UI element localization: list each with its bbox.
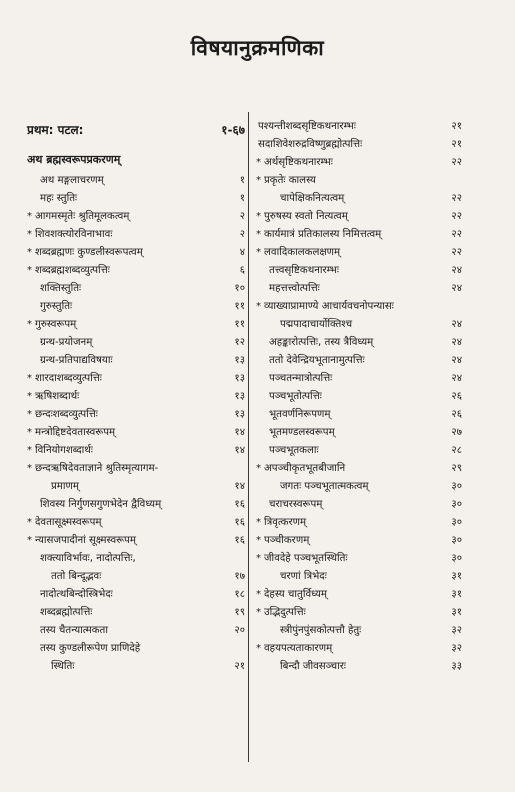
entry-title: ग्रन्थ-प्रतिपाद्यविषयाः <box>40 355 113 366</box>
entry-title: स्थितिः <box>51 661 75 672</box>
page-number: २२ <box>451 211 462 222</box>
entry-title: अथ मङ्गलाचरणम् <box>40 175 104 186</box>
page-number: ६ <box>239 265 245 276</box>
page-number: १-६७ <box>221 123 245 137</box>
toc-entry <box>27 406 245 424</box>
toc-entry <box>27 298 245 316</box>
toc-entry <box>27 352 245 370</box>
toc-entry <box>27 244 245 262</box>
page-number: ११ <box>234 319 245 330</box>
page-number: २८ <box>451 445 462 456</box>
page-number: २२ <box>451 157 462 168</box>
toc-entry <box>27 424 245 442</box>
toc-entry <box>27 604 245 622</box>
page-number: १३ <box>234 391 245 402</box>
toc-entry <box>256 226 462 244</box>
toc-entry <box>27 388 245 406</box>
toc-entry <box>256 190 462 208</box>
toc-entry <box>27 280 245 298</box>
entry-title: लवादिकालकलक्षणम् <box>264 247 341 258</box>
page-number: १७ <box>234 571 245 582</box>
toc-entry <box>27 496 245 514</box>
chapter-heading <box>27 118 245 142</box>
toc-entry <box>27 586 245 604</box>
entry-title: शारदाशब्दव्युत्पत्तिः <box>35 373 102 384</box>
toc-entry <box>27 568 245 586</box>
toc-left-column <box>27 118 245 676</box>
page-number: ११ <box>234 301 245 312</box>
entry-title: वहयपत्यताकारणम् <box>264 643 333 654</box>
toc-entry <box>256 280 462 298</box>
toc-entry <box>27 316 245 334</box>
entry-title: आगमस्मृतेः श्रुतिमूलकत्वम् <box>35 211 130 222</box>
page-number: १९ <box>234 607 245 618</box>
asterisk-marker: * <box>27 535 32 546</box>
toc-entry <box>256 460 462 478</box>
toc-entry <box>256 262 462 280</box>
entry-title: पञ्चीकरणम् <box>264 535 310 546</box>
asterisk-marker: * <box>256 247 261 258</box>
entry-title: ततो देवेन्द्रियभूतानामुत्पत्तिः <box>269 355 365 366</box>
entry-title: चरणां त्रिभेदः <box>280 571 327 582</box>
page-number: ३१ <box>451 571 462 582</box>
entry-title: शब्दब्रह्मोत्पत्तिः <box>40 607 93 618</box>
page-number: २४ <box>451 319 462 330</box>
page-number: १६ <box>234 517 245 528</box>
asterisk-marker: * <box>256 553 261 564</box>
toc-entry <box>27 442 245 460</box>
toc-entry <box>256 352 462 370</box>
toc-entry <box>256 118 462 136</box>
entry-title: भूतवर्णनिरूपणम् <box>269 409 331 420</box>
toc-right-column <box>256 118 462 676</box>
entry-title: महत्तत्त्वोत्पत्तिः <box>269 283 320 294</box>
toc-entry <box>27 532 245 550</box>
toc-entry <box>27 460 245 478</box>
page-number: ३० <box>451 535 462 546</box>
page-number: २६ <box>451 409 462 420</box>
entry-title: पञ्चभूतोत्पत्तिः <box>269 391 322 402</box>
page-number: २२ <box>451 193 462 204</box>
toc-entry <box>256 244 462 262</box>
toc-entry <box>256 424 462 442</box>
page-number: २० <box>234 625 245 636</box>
asterisk-marker: * <box>27 427 32 438</box>
page-number: २४ <box>451 265 462 276</box>
column-divider <box>248 112 249 762</box>
toc-entry <box>256 316 462 334</box>
entry-title: पद्मपादाचार्योक्तिश्च <box>280 319 353 330</box>
entry-title: प्रकृतेः कालस्य <box>264 175 316 186</box>
page-number: ३३ <box>451 661 462 672</box>
entry-title: अहङ्कारोत्पत्तिः, तस्य त्रैविध्यम् <box>269 337 374 348</box>
page-number: ३० <box>451 553 462 564</box>
asterisk-marker: * <box>256 463 261 474</box>
asterisk-marker: * <box>27 517 32 528</box>
toc-entry <box>256 172 462 190</box>
toc-entry <box>256 478 462 496</box>
entry-title: नादोत्थबिन्दोस्त्रिभेदः <box>40 589 113 600</box>
entry-title: स्त्रीपुंनपुंसकोत्पत्तौ हेतुः <box>280 625 362 636</box>
page-number: २ <box>239 229 245 240</box>
entry-title: ततो बिन्दूद्भवः <box>51 571 102 582</box>
entry-title: पुरुषस्य स्वतो नित्यत्वम् <box>264 211 348 222</box>
asterisk-marker: * <box>27 409 32 420</box>
toc-entry <box>256 370 462 388</box>
page-number: २ <box>239 211 245 222</box>
entry-title: महः स्तुतिः <box>40 193 78 204</box>
entry-title: छन्दःशब्दव्युत्पत्तिः <box>35 409 98 420</box>
entry-title: तस्य कुण्डलीरूपेण प्राणिदेहे <box>40 643 141 654</box>
page-number: १ <box>239 193 245 204</box>
entry-title: प्रथम: पटल: <box>27 123 84 137</box>
toc-entry <box>256 604 462 622</box>
toc-entry <box>27 550 245 568</box>
asterisk-marker: * <box>256 535 261 546</box>
entry-title: जीवदेहे पञ्चभूतस्थितिः <box>264 553 348 564</box>
asterisk-marker: * <box>27 211 32 222</box>
entry-title: पञ्चतन्मात्रोत्पत्तिः <box>269 373 333 384</box>
page-number: २४ <box>451 337 462 348</box>
entry-title: शब्दब्रह्मणः कुण्डलीस्वरूपत्वम् <box>35 247 143 258</box>
entry-title: पञ्चभूतकलाः <box>269 445 319 456</box>
toc-entry <box>256 532 462 550</box>
toc-entry <box>27 190 245 208</box>
asterisk-marker: * <box>256 589 261 600</box>
entry-title: व्याख्याप्रामाण्ये आचार्यवचनोपन्यासः <box>264 301 394 312</box>
toc-entry <box>27 334 245 352</box>
toc-entry <box>256 658 462 676</box>
page-number: १६ <box>234 499 245 510</box>
toc-entry <box>256 586 462 604</box>
toc-entry <box>27 226 245 244</box>
asterisk-marker: * <box>27 265 32 276</box>
entry-title: त्रिवृत्करणम् <box>264 517 307 528</box>
entry-title: चापेक्षिकनित्यत्वम् <box>280 193 345 204</box>
toc-entry <box>256 442 462 460</box>
toc-entry <box>27 478 245 496</box>
asterisk-marker: * <box>256 175 261 186</box>
asterisk-marker: * <box>256 643 261 654</box>
entry-title: भूतमण्डलस्वरूपम् <box>269 427 335 438</box>
asterisk-marker: * <box>27 247 32 258</box>
entry-title: मन्त्रोद्दिष्टदेवतास्वरूपम् <box>35 427 116 438</box>
entry-title: गुरुस्वरूपम् <box>35 319 77 330</box>
entry-title: विनियोगशब्दार्थः <box>35 445 93 456</box>
toc-entry <box>27 262 245 280</box>
page-number: २४ <box>451 283 462 294</box>
page-number: २२ <box>451 247 462 258</box>
asterisk-marker: * <box>27 445 32 456</box>
page-number: ३० <box>451 499 462 510</box>
entry-title: प्रमाणम् <box>51 481 79 492</box>
page-number: १३ <box>234 409 245 420</box>
page-number: २९ <box>451 463 462 474</box>
entry-title: जगतः पञ्चभूतात्मकत्वम् <box>280 481 369 492</box>
page-number: ३० <box>451 481 462 492</box>
asterisk-marker: * <box>27 229 32 240</box>
page-number: ३२ <box>451 625 462 636</box>
asterisk-marker: * <box>256 517 261 528</box>
asterisk-marker: * <box>27 391 32 402</box>
entry-title: पश्यन्तीशब्दसृष्टिकथनारम्भः <box>258 121 356 132</box>
entry-title: देहस्य चातुर्विध्यम् <box>264 589 327 600</box>
entry-title: सदाशिवेशरुद्रविष्णुब्रह्मोत्पत्तिः <box>258 139 363 150</box>
entry-title: चराचरस्वरूपम् <box>269 499 323 510</box>
page-number: १४ <box>234 427 245 438</box>
entry-title: अथ ब्रह्मस्वरूपप्रकरणम् <box>27 153 121 166</box>
page-number: १४ <box>234 445 245 456</box>
page-number: २१ <box>451 139 462 150</box>
asterisk-marker: * <box>256 211 261 222</box>
page-number: २४ <box>451 373 462 384</box>
page-number: २१ <box>234 661 245 672</box>
toc-entry <box>256 550 462 568</box>
page-number: १६ <box>234 535 245 546</box>
entry-title: शिवस्य निर्गुणसगुणभेदेन द्वैविध्यम् <box>40 499 162 510</box>
toc-entry <box>27 622 245 640</box>
entry-title: शब्दब्रह्मशब्दव्युत्पत्तिः <box>35 265 110 276</box>
entry-title: शिवशक्त्योरविनाभावः <box>35 229 113 240</box>
entry-title: बिन्दौ जीवसञ्चारः <box>280 661 346 672</box>
section-heading <box>27 148 245 172</box>
toc-entry <box>256 514 462 532</box>
toc-entry <box>27 640 245 658</box>
asterisk-marker: * <box>27 373 32 384</box>
entry-title: ऋषिशब्दार्थः <box>35 391 80 402</box>
toc-entry <box>27 208 245 226</box>
page-number: २६ <box>451 391 462 402</box>
page-title: विषयानुक्रमणिका <box>190 36 325 60</box>
asterisk-marker: * <box>27 463 32 474</box>
entry-title: गुरुस्तुतिः <box>40 301 73 312</box>
toc-entry <box>27 172 245 190</box>
toc-entry <box>256 406 462 424</box>
toc-entry <box>256 622 462 640</box>
toc-entry <box>27 370 245 388</box>
page-number: २४ <box>451 355 462 366</box>
toc-entry <box>256 496 462 514</box>
entry-title: न्यासजपादीनां सूक्ष्मस्वरूपम् <box>35 535 136 546</box>
toc-entry <box>27 658 245 676</box>
page-number: ३१ <box>451 607 462 618</box>
page-number: ३१ <box>451 589 462 600</box>
entry-title: ग्रन्थ-प्रयोजनम् <box>40 337 93 348</box>
toc-entry <box>256 334 462 352</box>
page-number: १४ <box>234 481 245 492</box>
page-number: १२ <box>234 337 245 348</box>
page-number: १० <box>234 283 245 294</box>
page-number: २७ <box>451 427 462 438</box>
entry-title: कार्यमात्रं प्रतिकालस्य निमित्तत्वम् <box>264 229 382 240</box>
asterisk-marker: * <box>256 607 261 618</box>
page-number: ४ <box>239 247 245 258</box>
toc-entry <box>256 208 462 226</box>
entry-title: छन्दऋषिदेवताज्ञाने श्रुतिस्मृत्यागम- <box>35 463 159 474</box>
toc-entry <box>27 514 245 532</box>
toc-entry <box>256 568 462 586</box>
entry-title: शक्तिस्तुतिः <box>40 283 82 294</box>
entry-title: देवतासूक्ष्मस्वरूपम् <box>35 517 102 528</box>
page-number: १ <box>239 175 245 186</box>
toc-entry <box>256 136 462 154</box>
entry-title: अपञ्चीकृतभूतबीजानि <box>264 463 346 474</box>
page-number: १३ <box>234 355 245 366</box>
asterisk-marker: * <box>27 319 32 330</box>
page-number: २२ <box>451 229 462 240</box>
entry-title: उद्भिदुत्पत्तिः <box>264 607 306 618</box>
asterisk-marker: * <box>256 157 261 168</box>
toc-entry <box>256 388 462 406</box>
page-number: ३० <box>451 517 462 528</box>
page-number: २१ <box>451 121 462 132</box>
entry-title: अर्थसृष्टिकथनारम्भः <box>264 157 333 168</box>
entry-title: तस्य चैतन्यात्मकता <box>40 625 108 636</box>
asterisk-marker: * <box>256 301 261 312</box>
toc-entry <box>256 154 462 172</box>
toc-entry <box>256 298 462 316</box>
entry-title: तत्त्वसृष्टिकथनारम्भः <box>269 265 339 276</box>
entry-title: शक्त्याविर्भावः, नादोत्पत्तिः, <box>40 553 136 564</box>
asterisk-marker: * <box>256 229 261 240</box>
toc-entry <box>256 640 462 658</box>
page-number: ३२ <box>451 643 462 654</box>
page-number: १८ <box>234 589 245 600</box>
page-number: १३ <box>234 373 245 384</box>
